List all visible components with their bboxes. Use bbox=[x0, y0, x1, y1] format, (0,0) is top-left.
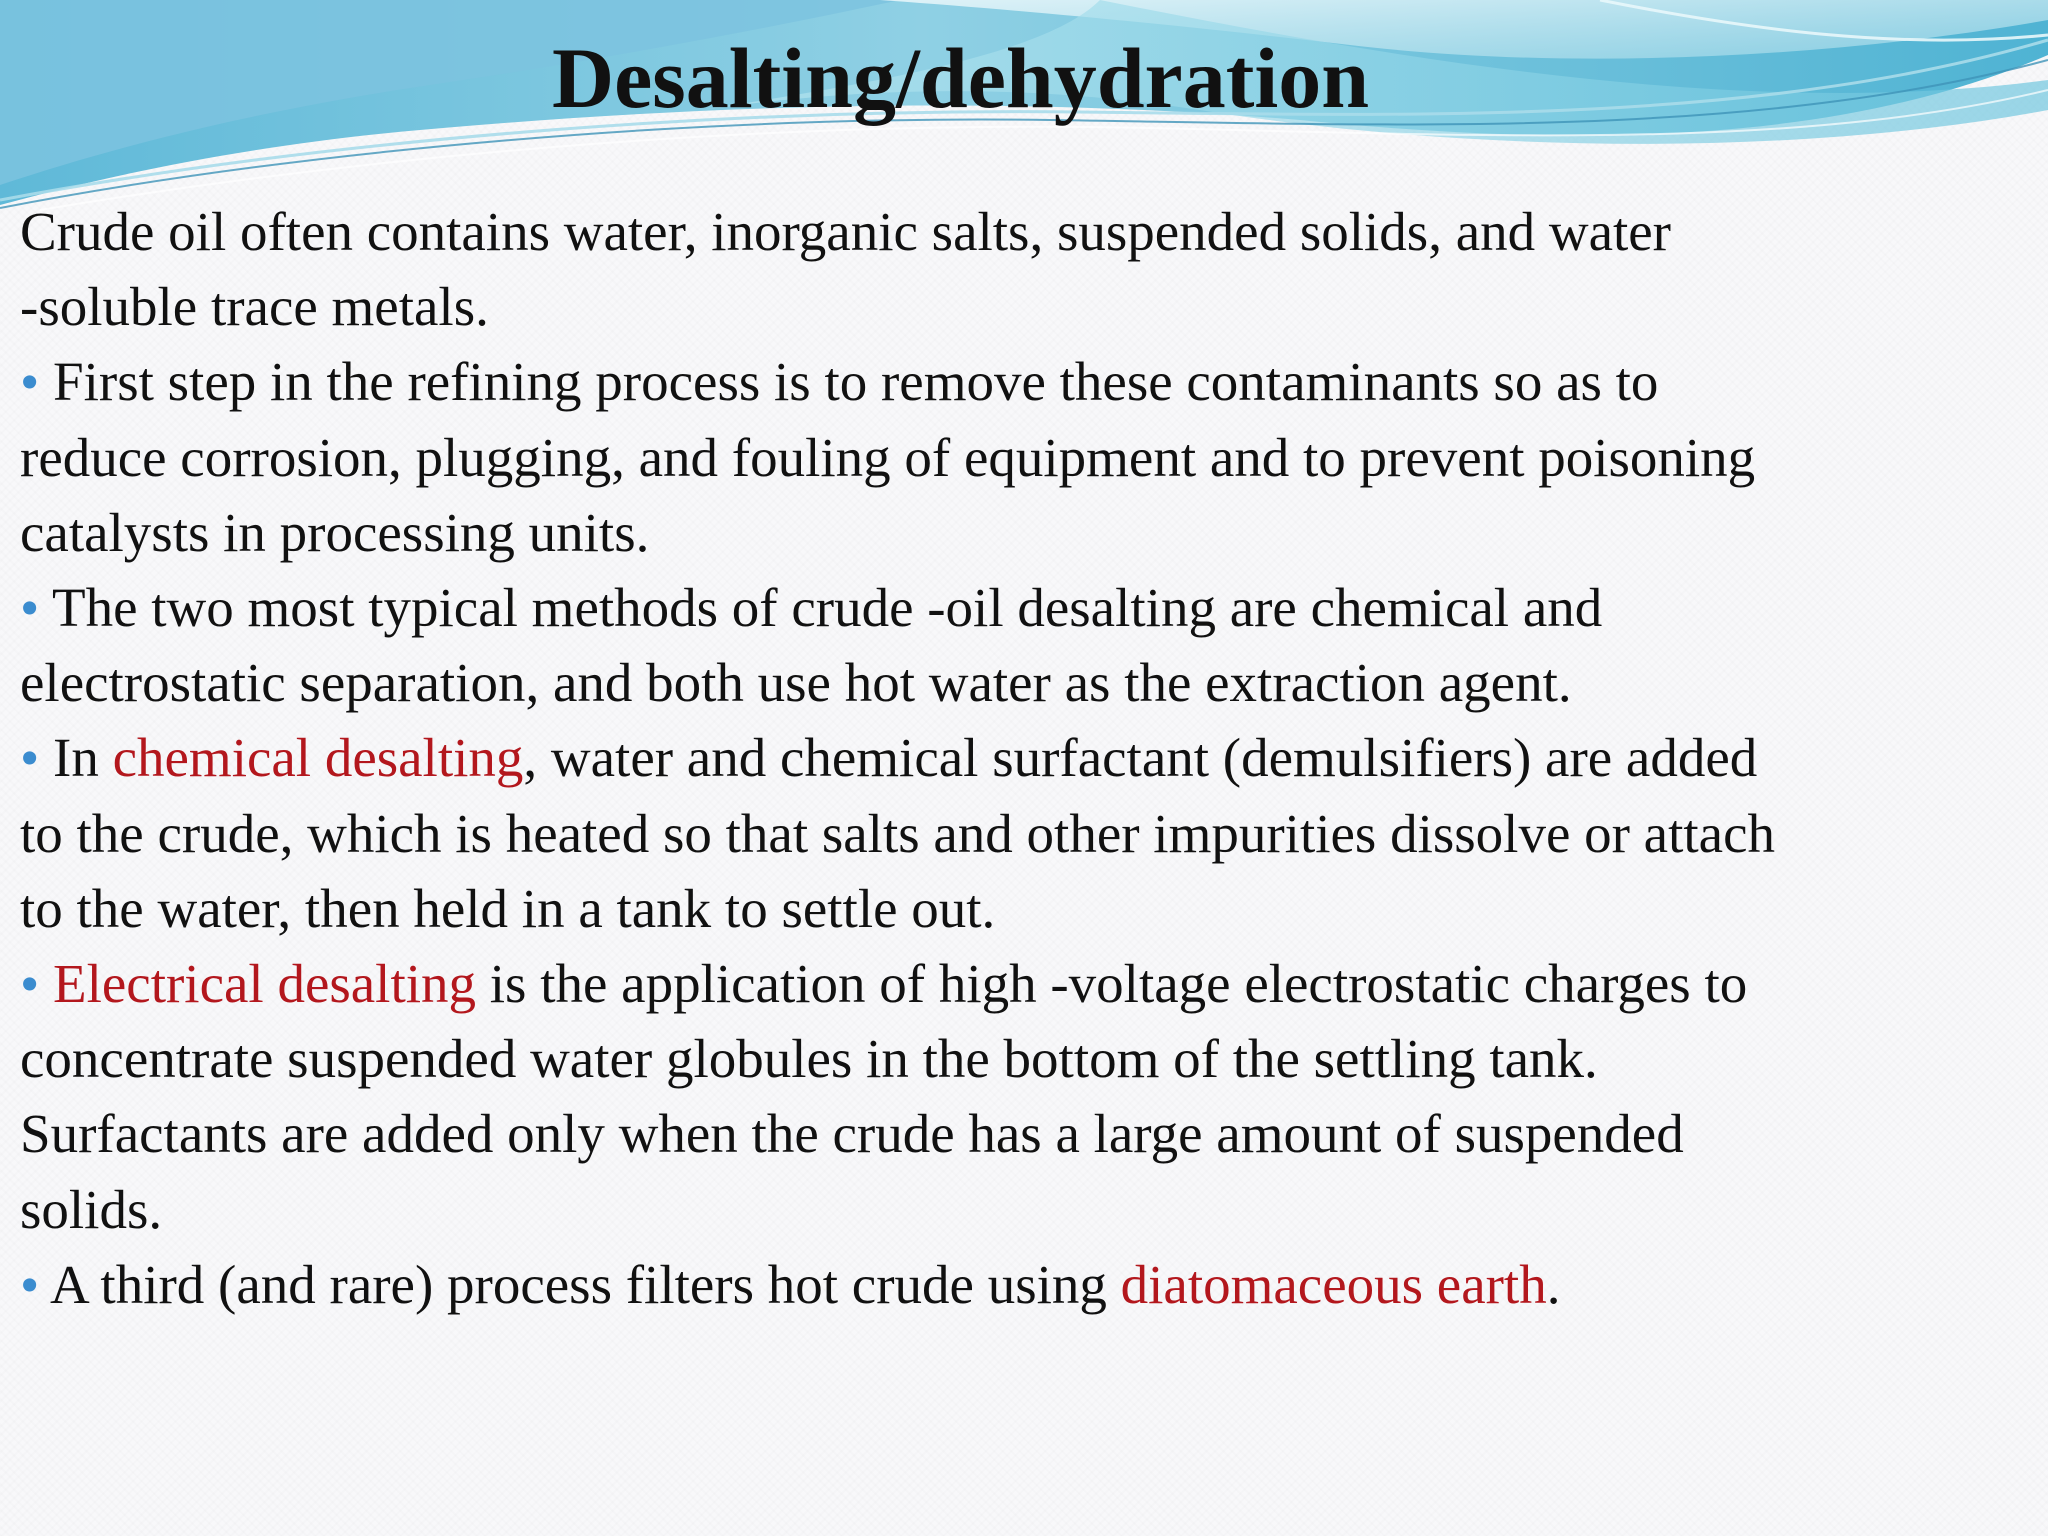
bullet-item bbox=[20, 720, 2030, 946]
bullet-marker-icon: • bbox=[20, 577, 40, 639]
intro-line: -soluble trace metals. bbox=[20, 276, 489, 338]
bullet-first-line bbox=[20, 344, 2030, 419]
highlighted-term: diatomaceous earth bbox=[1120, 1253, 1547, 1315]
bullet-text: In bbox=[39, 727, 113, 789]
bullet-continuation-line: reduce corrosion, plugging, and fouling of equipment and to prevent poisoning bbox=[20, 426, 1756, 488]
bullet-marker-icon: • bbox=[20, 351, 40, 413]
bullet-item bbox=[20, 946, 2030, 1247]
intro-line: Crude oil often contains water, inorganic salts, suspended solids, and water bbox=[20, 201, 1671, 262]
bullet-marker-icon: • bbox=[20, 953, 40, 1015]
bullet-first-line bbox=[20, 946, 2030, 1021]
bullet-item bbox=[20, 1247, 2030, 1322]
slide-title: Desalting/dehydration bbox=[552, 30, 1370, 126]
bullet-continuation-line: catalysts in processing units. bbox=[20, 501, 650, 563]
bullet-text: . bbox=[1546, 1253, 1561, 1315]
bullet-first-line bbox=[20, 570, 2030, 645]
bullet-continuation-line: to the water, then held in a tank to settle out. bbox=[20, 877, 996, 939]
bullet-continuation-line: concentrate suspended water globules in the bottom of the settling tank. bbox=[20, 1028, 1598, 1090]
highlighted-term: Electrical desalting bbox=[53, 953, 477, 1015]
bullet-text bbox=[39, 953, 53, 1014]
bullet-text: The two most typical methods of crude -oil desalting are chemical and bbox=[39, 577, 1603, 639]
bullet-marker-icon: • bbox=[20, 1253, 40, 1315]
intro-paragraph bbox=[20, 194, 2030, 344]
bullet-continuation-line: electrostatic separation, and both use hot water as the extraction agent. bbox=[20, 652, 1572, 714]
bullet-marker-icon: • bbox=[20, 727, 40, 789]
bullet-continuation-line: Surfactants are added only when the crude has a large amount of suspended bbox=[20, 1103, 1684, 1165]
bullet-continuation-line: to the crude, which is heated so that salts and other impurities dissolve or attach bbox=[20, 802, 1775, 864]
bullet-first-line bbox=[20, 720, 2030, 795]
bullet-continuation-line: solids. bbox=[20, 1178, 163, 1240]
bullet-item bbox=[20, 344, 2030, 570]
bullet-text: , water and chemical surfactant (demulsifiers) are added bbox=[523, 727, 1758, 789]
bullet-text: First step in the refining process is to remove these contaminants so as to bbox=[39, 351, 1659, 413]
bullet-first-line bbox=[20, 1247, 2030, 1322]
slide-body bbox=[20, 194, 2030, 1322]
bullet-text: is the application of high -voltage electrostatic charges to bbox=[476, 953, 1748, 1015]
bullet-item bbox=[20, 570, 2030, 720]
bullet-text: A third (and rare) process filters hot crude using bbox=[39, 1253, 1121, 1315]
highlighted-term: chemical desalting bbox=[112, 727, 524, 789]
